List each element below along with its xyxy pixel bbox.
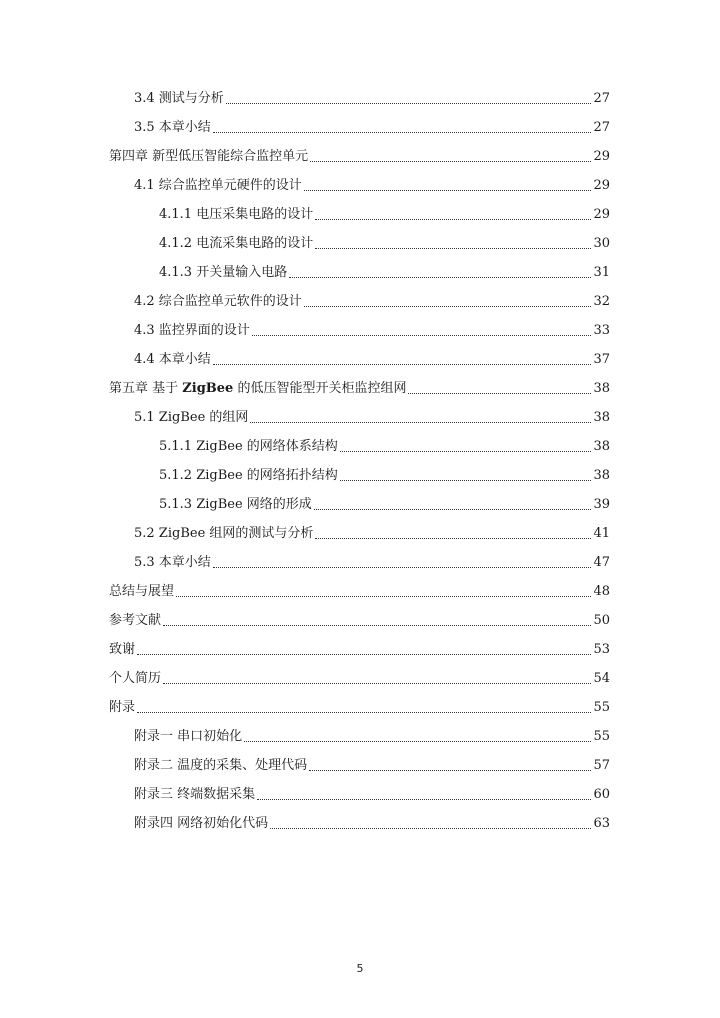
toc-entry[interactable] [134, 522, 610, 542]
toc-entry-title: 第四章 新型低压智能综合监控单元 [109, 149, 309, 164]
dot-leader [304, 306, 592, 307]
toc-entry-title: 4.1 综合监控单元硬件的设计 [134, 178, 302, 193]
toc-entry-page: 63 [593, 816, 610, 831]
toc-entry-page: 37 [593, 352, 610, 367]
dot-leader [315, 538, 591, 539]
dot-leader [213, 364, 592, 365]
toc-entry[interactable] [134, 174, 610, 194]
toc-entry-title-post: 的低压智能型开关柜监控组网 [233, 381, 407, 396]
toc-entry[interactable] [134, 725, 610, 745]
page-number: 5 [356, 962, 364, 975]
dot-leader [213, 567, 592, 568]
toc-entry[interactable] [134, 812, 610, 832]
toc-entry[interactable] [134, 319, 610, 339]
dot-leader [289, 277, 591, 278]
toc-entry-title: 附录 [109, 700, 136, 715]
dot-leader [340, 480, 592, 481]
toc-entry-title: 附录一 串口初始化 [134, 729, 243, 744]
toc-entry[interactable] [134, 87, 610, 107]
toc-entry-page: 38 [593, 381, 610, 396]
toc-entry-title: 4.1.3 开关量输入电路 [159, 265, 288, 280]
dot-leader [315, 248, 591, 249]
toc-entry-page: 60 [593, 787, 610, 802]
toc-entry[interactable] [109, 696, 610, 716]
toc-entry-title: 5.1 ZigBee 的组网 [134, 410, 249, 425]
toc-entry-title-pre: 第五章 基于 [109, 381, 183, 396]
toc-entry-title: 5.2 ZigBee 组网的测试与分析 [134, 526, 314, 541]
toc-entry-page: 27 [593, 91, 610, 106]
toc-entry[interactable] [159, 493, 610, 513]
dot-leader [340, 451, 592, 452]
toc-entry-title: 4.4 本章小结 [134, 352, 211, 367]
toc-entry-page: 31 [593, 265, 610, 280]
toc-entry-title-bold: ZigBee [182, 381, 234, 396]
toc-entry-page: 53 [593, 642, 610, 657]
toc-entry-title: 4.3 监控界面的设计 [134, 323, 250, 338]
toc-entry[interactable] [109, 377, 610, 397]
toc-entry[interactable] [159, 435, 610, 455]
toc-entry-page: 41 [593, 526, 610, 541]
toc-entry-title [109, 381, 406, 397]
toc-entry-page: 30 [593, 236, 610, 251]
toc-entry-title: 附录四 网络初始化代码 [134, 816, 269, 831]
toc-entry[interactable] [159, 464, 610, 484]
toc-entry[interactable] [109, 145, 610, 165]
toc-entry-title: 5.1.1 ZigBee 的网络体系结构 [159, 439, 338, 454]
toc-entry-title: 致谢 [109, 642, 136, 657]
dot-leader [163, 683, 591, 684]
toc-entry-title: 5.1.3 ZigBee 网络的形成 [159, 497, 312, 512]
toc-entry-page: 38 [593, 468, 610, 483]
dot-leader [315, 219, 591, 220]
toc-entry-page: 47 [593, 555, 610, 570]
toc-entry-title: 参考文献 [109, 613, 162, 628]
toc-entry[interactable] [134, 406, 610, 426]
toc-entry-page: 38 [593, 439, 610, 454]
toc-entry-page: 54 [593, 671, 610, 686]
toc-entry-title: 个人简历 [109, 671, 162, 686]
toc-entry-page: 32 [593, 294, 610, 309]
dot-leader [137, 712, 591, 713]
toc-entry-page: 33 [593, 323, 610, 338]
toc-entry[interactable] [159, 261, 610, 281]
dot-leader [244, 741, 591, 742]
toc-entry[interactable] [109, 609, 610, 629]
dot-leader [213, 132, 592, 133]
toc-entry[interactable] [109, 667, 610, 687]
toc-entry-page: 57 [593, 758, 610, 773]
toc-entry-page: 55 [593, 700, 610, 715]
dot-leader [163, 625, 591, 626]
toc-entry[interactable] [134, 116, 610, 136]
toc-entry[interactable] [134, 754, 610, 774]
toc-entry-title: 5.1.2 ZigBee 的网络拓扑结构 [159, 468, 338, 483]
toc-entry-title: 3.4 测试与分析 [134, 91, 224, 106]
toc-entry-page: 27 [593, 120, 610, 135]
toc-entry-page: 29 [593, 178, 610, 193]
dot-leader [176, 596, 591, 597]
toc-entry[interactable] [159, 232, 610, 252]
dot-leader [314, 509, 592, 510]
toc-entry-title: 4.1.2 电流采集电路的设计 [159, 236, 314, 251]
dot-leader [252, 335, 592, 336]
toc-entry[interactable] [134, 290, 610, 310]
dot-leader [257, 799, 591, 800]
toc-entry-page: 39 [593, 497, 610, 512]
toc-entry[interactable] [134, 348, 610, 368]
toc-entry[interactable] [109, 580, 610, 600]
toc-entry[interactable] [159, 203, 610, 223]
toc-entry-page: 29 [593, 149, 610, 164]
toc-entry-title: 5.3 本章小结 [134, 555, 211, 570]
toc-entry-title: 附录二 温度的采集、处理代码 [134, 758, 308, 773]
toc-entry-page: 48 [593, 584, 610, 599]
toc-entry[interactable] [134, 551, 610, 571]
dot-leader [310, 161, 591, 162]
dot-leader [304, 190, 592, 191]
toc-entry-page: 55 [593, 729, 610, 744]
dot-leader [137, 654, 591, 655]
toc-entry-title: 附录三 终端数据采集 [134, 787, 256, 802]
toc-entry-page: 50 [593, 613, 610, 628]
toc-entry[interactable] [134, 783, 610, 803]
dot-leader [250, 422, 591, 423]
dot-leader [309, 770, 591, 771]
toc-entry-page: 38 [593, 410, 610, 425]
toc-entry-title: 4.1.1 电压采集电路的设计 [159, 207, 314, 222]
toc-entry-title: 4.2 综合监控单元软件的设计 [134, 294, 302, 309]
toc-entry-page: 29 [593, 207, 610, 222]
dot-leader [270, 828, 591, 829]
dot-leader [226, 103, 592, 104]
dot-leader [408, 393, 591, 394]
toc-entry[interactable] [109, 638, 610, 658]
toc-entry-title: 3.5 本章小结 [134, 120, 211, 135]
toc-entry-title: 总结与展望 [109, 584, 175, 599]
